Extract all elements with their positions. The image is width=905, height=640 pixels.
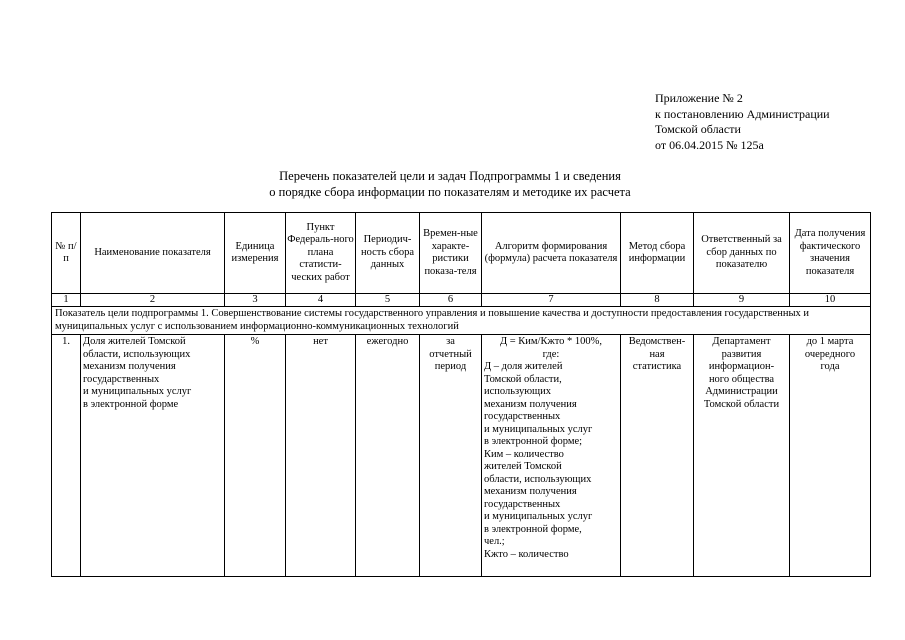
cell-line: года <box>820 361 840 372</box>
cell-line: где: <box>542 348 560 360</box>
column-number-row <box>52 294 871 307</box>
column-number: 2 <box>81 294 225 307</box>
cell-line: области, использующих <box>484 473 592 485</box>
cell-line: развития <box>721 348 762 360</box>
periodicity-cell: ежегодно <box>356 335 420 577</box>
cell-line: государственных <box>484 498 561 510</box>
cell-line: в электронной форме, <box>484 523 582 535</box>
column-number: 4 <box>286 294 356 307</box>
responsible-cell <box>694 335 790 577</box>
cell-line: жителей Томской <box>484 461 562 472</box>
indicators-table <box>51 212 871 577</box>
cell-line: чел.; <box>484 536 505 547</box>
appendix-line: от 06.04.2015 № 125а <box>655 137 764 152</box>
cell-line: ного общества <box>708 373 775 385</box>
cell-line: и муниципальных услуг <box>83 386 192 397</box>
appendix-block <box>655 91 830 153</box>
cell-line: информацион- <box>708 361 775 372</box>
unit-cell: % <box>225 335 286 577</box>
cell-line: в электронной форме; <box>484 436 583 447</box>
cell-line: Д – доля жителей <box>484 361 563 372</box>
date-cell <box>790 335 871 577</box>
cell-line: государственных <box>484 411 561 422</box>
cell-line: Администрации <box>705 386 778 397</box>
header-cell: Наименование показателя <box>81 213 225 294</box>
cell-line: статистика <box>632 361 682 372</box>
table-row <box>52 335 871 577</box>
header-cell: Пункт Федераль-ного плана статисти-ческих работ <box>286 213 356 294</box>
column-number: 3 <box>225 294 286 307</box>
cell-line: в электронной форме <box>83 398 179 410</box>
cell-line: период <box>434 361 467 372</box>
cell-line: Ким – количество <box>484 448 564 460</box>
cell-line: Кжто – количество <box>484 548 569 560</box>
appendix-line: к постановлению Администрации <box>655 106 830 121</box>
header-cell: Единица измерения <box>225 213 286 294</box>
cell-line: использующих <box>484 386 552 397</box>
column-number: 8 <box>621 294 694 307</box>
header-cell: Метод сбора информации <box>621 213 694 294</box>
column-number: 7 <box>482 294 621 307</box>
cell-line: ная <box>649 348 665 360</box>
cell-line: механизм получения <box>484 486 577 497</box>
header-cell: Ответственный за сбор данных по показателю <box>694 213 790 294</box>
cell-line: очередного <box>804 348 856 360</box>
goal-row <box>52 307 871 335</box>
column-number: 9 <box>694 294 790 307</box>
cell-line: механизм получения <box>83 361 176 372</box>
cell-line: и муниципальных услуг <box>484 423 593 435</box>
cell-line: Ведомствен- <box>628 336 686 347</box>
cell-line: и муниципальных услуг <box>484 511 593 522</box>
cell-line: за <box>446 336 455 347</box>
cell-line: Д = Ким/Кжто * 100%, <box>499 336 603 347</box>
column-number: 5 <box>356 294 420 307</box>
cell-line: области, использующих <box>83 348 191 360</box>
appendix-line: Приложение № 2 <box>655 91 743 105</box>
appendix-line: Томской области <box>655 122 741 136</box>
cell-line: до 1 марта <box>806 336 854 347</box>
goal-cell: Показатель цели подпрограммы 1. Совершенствование системы государственного управления и повышение качества и доступности предоставления государственных и муниципальных услуг с использованием информационно-коммуникационных технологий <box>52 307 871 335</box>
title-line: Перечень показателей цели и задач Подпрограммы 1 и сведения <box>279 169 621 183</box>
document-title <box>220 168 680 200</box>
cell-line: Томской области <box>703 398 780 410</box>
header-cell: Дата получения фактического значения показателя <box>790 213 871 294</box>
cell-line: Томской области, <box>484 373 562 385</box>
time-characteristics-cell <box>420 335 482 577</box>
fed-plan-cell: нет <box>286 335 356 577</box>
indicator-name-cell <box>81 335 225 577</box>
cell-line: отчетный <box>429 348 472 360</box>
header-cell: № п/п <box>52 213 81 294</box>
cell-line: государственных <box>83 373 160 385</box>
header-cell: Времен-ные характе-ристики показа-теля <box>420 213 482 294</box>
header-cell: Алгоритм формирования (формула) расчета показателя <box>482 213 621 294</box>
table-header-row <box>52 213 871 294</box>
header-cell: Периодич-ность сбора данных <box>356 213 420 294</box>
cell-line: Департамент <box>712 336 771 347</box>
algorithm-cell <box>482 335 621 577</box>
row-number-cell: 1. <box>52 335 81 577</box>
cell-line: Доля жителей Томской <box>83 336 186 347</box>
column-number: 6 <box>420 294 482 307</box>
column-number: 1 <box>52 294 81 307</box>
method-cell <box>621 335 694 577</box>
column-number: 10 <box>790 294 871 307</box>
title-line: о порядке сбора информации по показателям и методике их расчета <box>269 185 631 199</box>
cell-line: механизм получения <box>484 398 577 410</box>
